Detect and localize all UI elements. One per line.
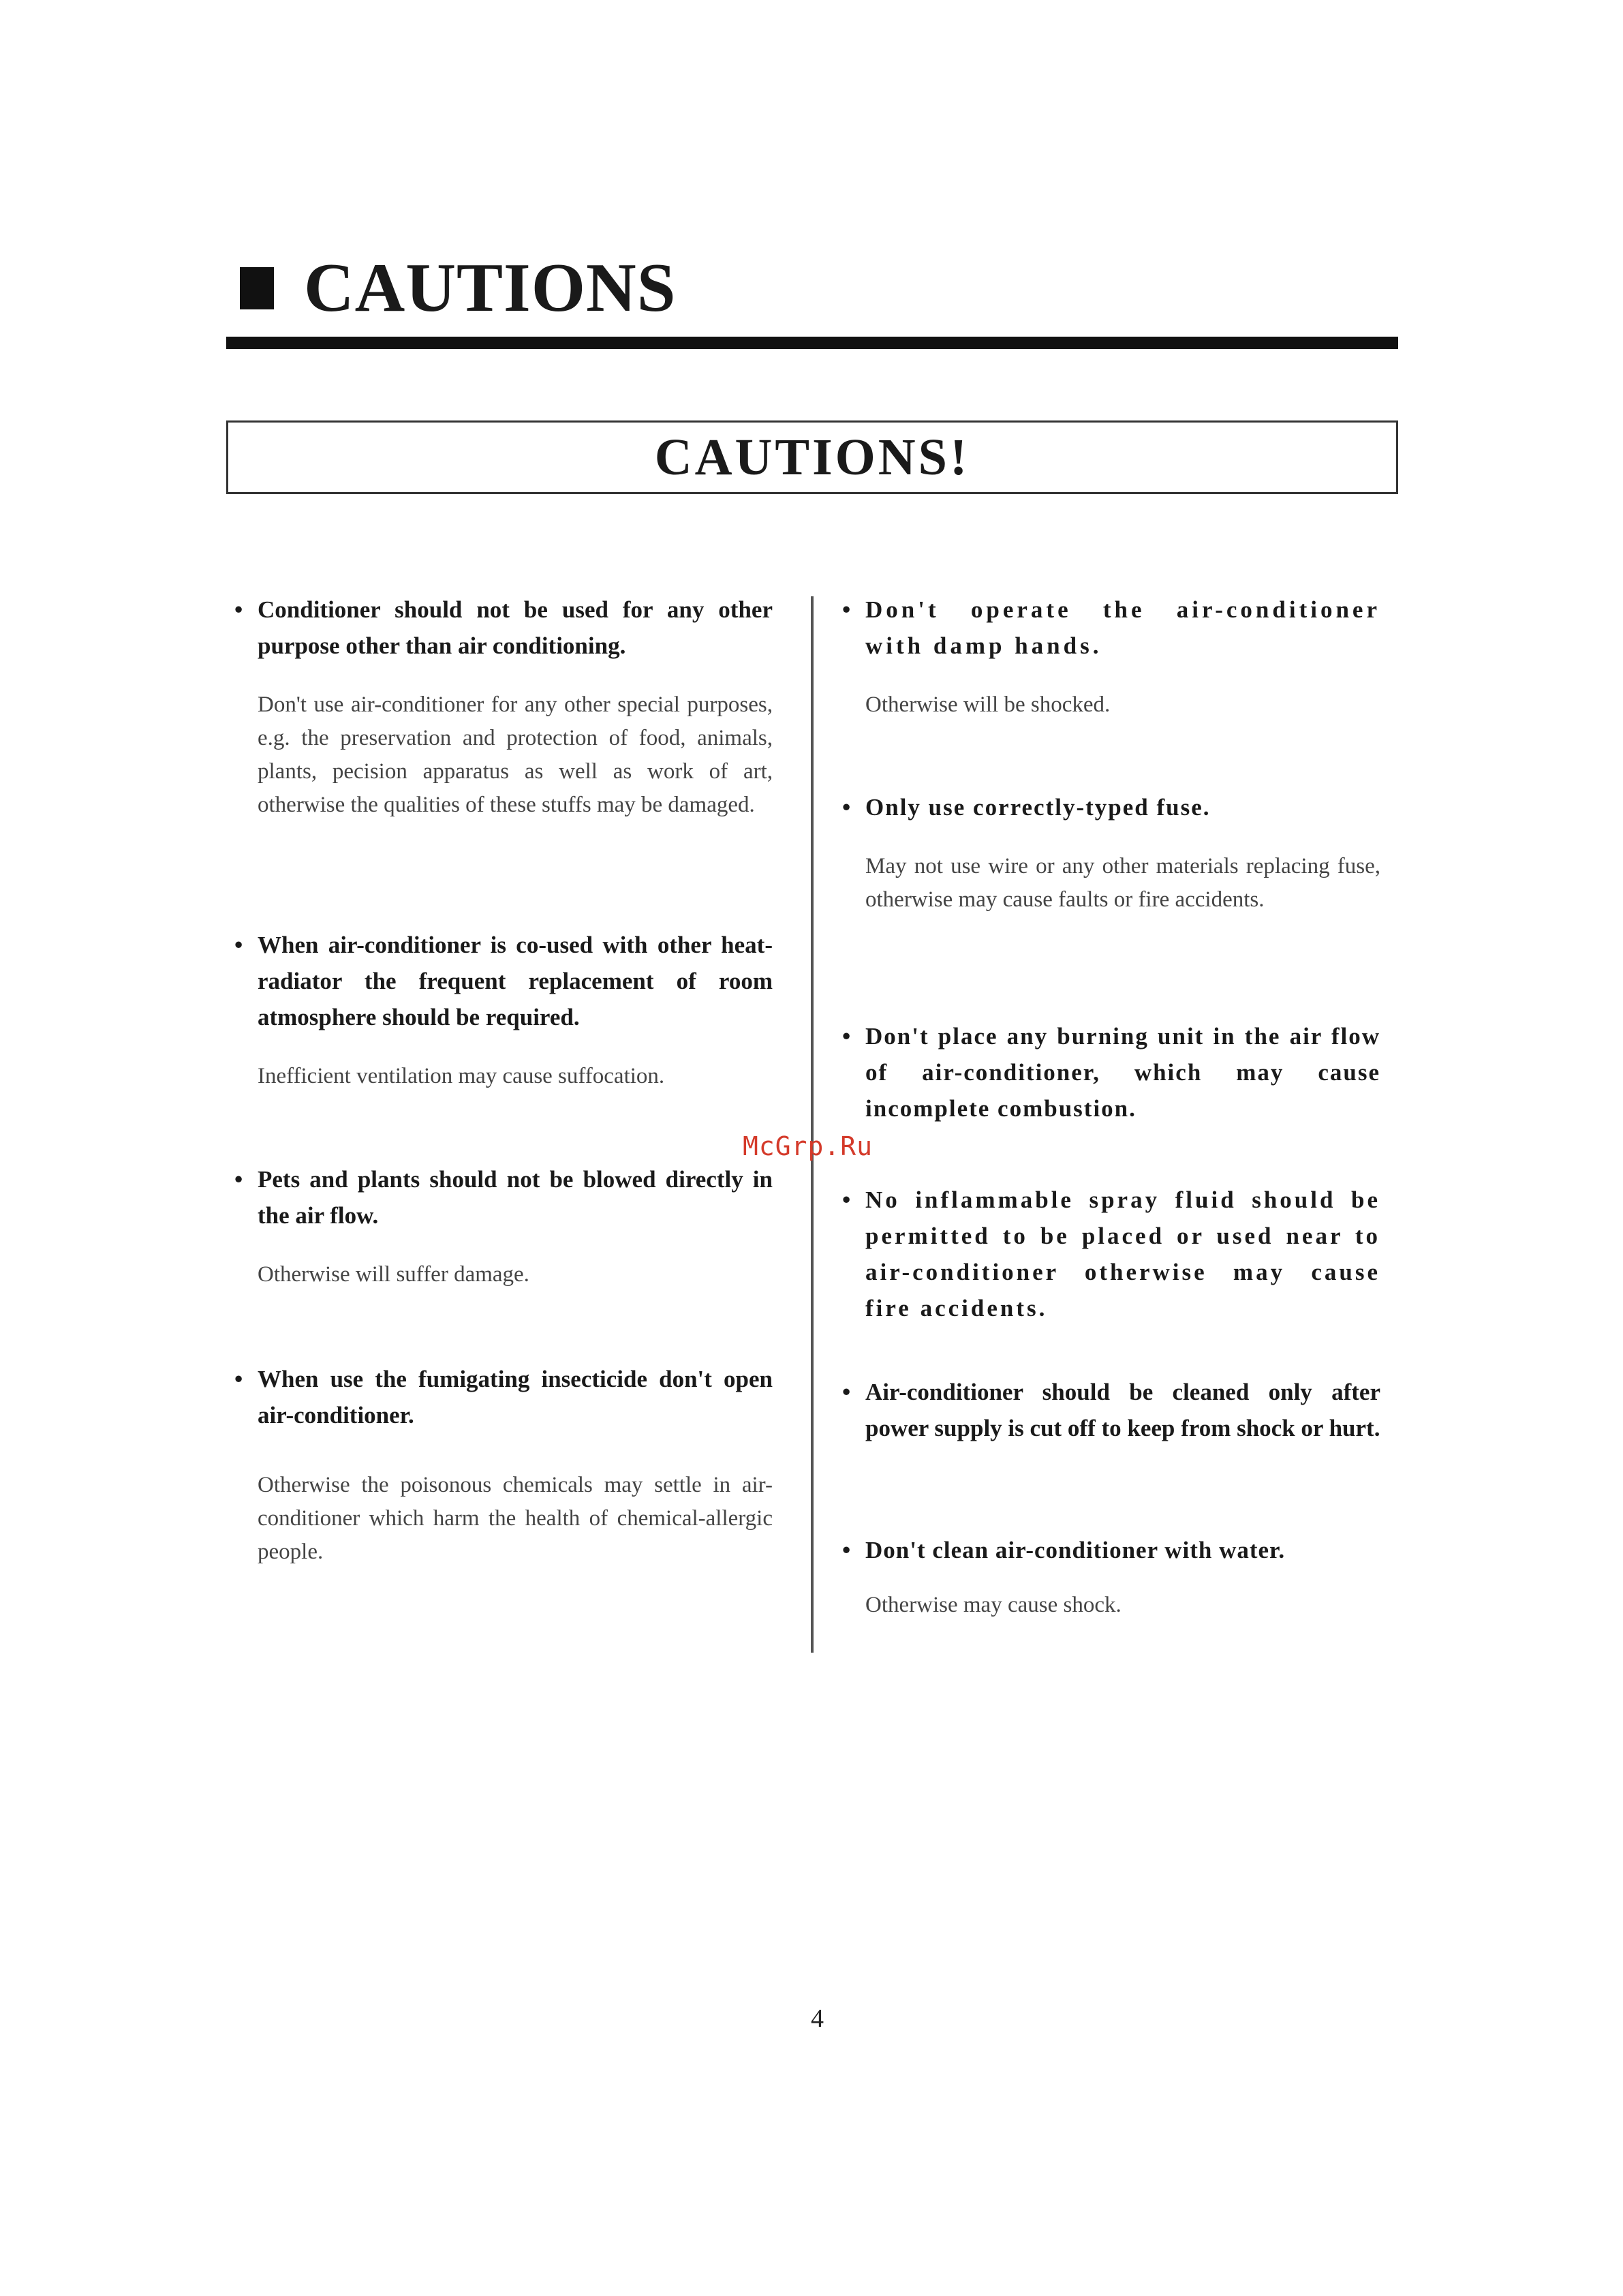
- caution-item: [234, 592, 773, 822]
- caution-body: Don't use air-conditioner for any other special purposes, e.g. the preservation and protection of food, animals, plants, pecision apparatus as well as work of art, otherwise the qualities of these stuffs may be damaged.: [258, 692, 773, 817]
- caution-heading: [842, 1182, 1380, 1326]
- cautions-banner: [226, 420, 1398, 494]
- caution-item: [842, 1018, 1380, 1127]
- bullet-icon: •: [234, 1166, 243, 1193]
- bullet-icon: •: [234, 596, 243, 623]
- caution-heading-text: Don't place any burning unit in the air flow of air-conditioner, which may cause incomplete combustion.: [865, 1023, 1380, 1122]
- column-divider: [811, 596, 814, 1653]
- bullet-icon: •: [842, 1187, 854, 1213]
- section-heading-text: CAUTIONS: [304, 249, 677, 326]
- caution-heading: [842, 1532, 1380, 1568]
- banner-title: CAUTIONS!: [654, 428, 970, 486]
- caution-heading: [234, 1361, 773, 1433]
- bullet-icon: •: [842, 1537, 852, 1563]
- caution-heading-text: No inflammable spray fluid should be permitted to be placed or used near to air-conditioner otherwise may cause fire accidents.: [865, 1187, 1380, 1321]
- caution-item: [842, 592, 1380, 722]
- caution-heading-text: Air-conditioner should be cleaned only after power supply is cut off to keep from shock or hurt.: [865, 1379, 1380, 1441]
- section-heading: [240, 249, 677, 326]
- caution-heading-text: Only use correctly-typed fuse.: [865, 794, 1211, 821]
- caution-heading: [234, 1161, 773, 1234]
- bullet-icon: •: [842, 596, 854, 623]
- caution-body: Otherwise the poisonous chemicals may settle in air-conditioner which harm the health of chemical-allergic people.: [258, 1473, 773, 1564]
- caution-body: Otherwise will suffer damage.: [258, 1262, 529, 1287]
- caution-item: [842, 789, 1380, 917]
- caution-item: [234, 1161, 773, 1291]
- caution-item: [842, 1532, 1380, 1622]
- caution-heading-text: Don't clean air-conditioner with water.: [865, 1537, 1286, 1563]
- heading-rule: [226, 337, 1398, 349]
- caution-heading: [234, 592, 773, 664]
- caution-heading-text: Don't operate the air-conditioner with damp hands.: [865, 596, 1380, 659]
- caution-body: Inefficient ventilation may cause suffocation.: [258, 1064, 665, 1088]
- caution-heading-text: Pets and plants should not be blowed directly in the air flow.: [258, 1166, 773, 1229]
- caution-heading-text: When use the fumigating insecticide don't open air-conditioner.: [258, 1366, 773, 1428]
- bullet-icon: •: [234, 932, 243, 958]
- caution-item: [842, 1182, 1380, 1326]
- caution-body: Otherwise may cause shock.: [865, 1593, 1122, 1617]
- caution-heading-text: When air-conditioner is co-used with other heat-radiator the frequent replacement of room atmosphere should be required.: [258, 932, 773, 1030]
- caution-heading-text: Conditioner should not be used for any other purpose other than air conditioning.: [258, 596, 773, 659]
- watermark: McGrp.Ru: [743, 1131, 874, 1161]
- square-bullet-icon: [240, 267, 274, 309]
- page-number: 4: [811, 2004, 824, 2033]
- caution-body: Otherwise will be shocked.: [865, 692, 1111, 717]
- caution-heading: [842, 592, 1380, 664]
- caution-item: [842, 1374, 1380, 1446]
- caution-item: [234, 927, 773, 1093]
- caution-heading: [842, 1374, 1380, 1446]
- caution-heading: [842, 789, 1380, 825]
- bullet-icon: •: [842, 794, 852, 821]
- bullet-icon: •: [842, 1379, 851, 1405]
- bullet-icon: •: [842, 1023, 852, 1050]
- bullet-icon: •: [234, 1366, 243, 1392]
- caution-item: [234, 1361, 773, 1569]
- caution-body: May not use wire or any other materials replacing fuse, otherwise may cause faults or fire accidents.: [865, 854, 1380, 912]
- caution-heading: [842, 1018, 1380, 1127]
- caution-heading: [234, 927, 773, 1035]
